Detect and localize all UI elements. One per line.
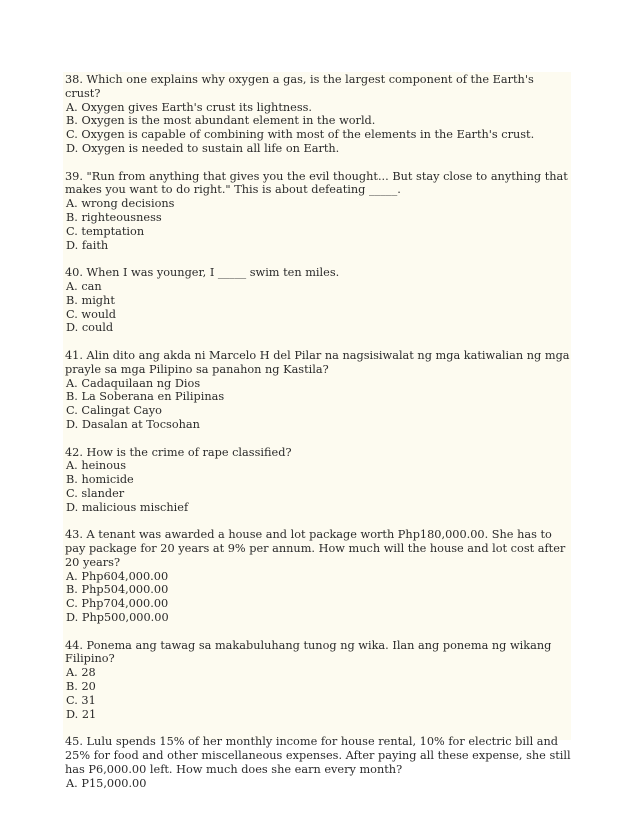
question-40 [65, 266, 571, 335]
answer-option: D. malicious mischief [66, 500, 189, 514]
answer-option: B. La Soberana en Pilipinas [66, 390, 225, 404]
question-43 [65, 528, 571, 625]
question-stem: 39. "Run from anything that gives you the evil thought... But stay close to anything that makes you want to do right." This is about defeating _____. [65, 169, 568, 197]
answer-option: A. P15,000.00 [66, 776, 147, 790]
question-45 [65, 735, 571, 790]
answer-option: C. Php704,000.00 [66, 597, 169, 611]
answer-option: C. would [66, 307, 117, 321]
question-38 [65, 73, 571, 156]
question-stem: 44. Ponema ang tawag sa makabuluhang tunog ng wika. Ilan ang ponema ng wikang Filipino? [65, 638, 552, 666]
answer-option: D. Oxygen is needed to sustain all life on Earth. [66, 141, 340, 155]
answer-option: A. heinous [66, 459, 127, 473]
question-stem: 38. Which one explains why oxygen a gas, is the largest component of the Earth's crust? [65, 73, 534, 100]
answer-option: A. wrong decisions [66, 197, 175, 211]
answer-option: A. Php604,000.00 [66, 569, 169, 583]
question-list [63, 72, 571, 790]
question-stem: 40. When I was younger, I _____ swim ten miles. [65, 266, 340, 280]
question-stem: 45. Lulu spends 15% of her monthly income for house rental, 10% for electric bill and 25% for food and other miscellaneous expenses. After paying all these expense, she still has P6,000.00 left. How much does she earn every month? [65, 735, 571, 776]
question-42 [65, 446, 571, 515]
answer-option: B. might [66, 293, 115, 307]
answer-option: C. slander [66, 486, 125, 500]
answer-option: A. Cadaquilaan ng Dios [66, 376, 201, 390]
answer-option: B. homicide [66, 473, 134, 487]
answer-option: C. 31 [66, 693, 96, 707]
answer-option: B. righteousness [66, 210, 162, 224]
answer-option: C. temptation [66, 224, 145, 238]
answer-option: A. Oxygen gives Earth's crust its lightness. [66, 100, 313, 114]
question-41 [65, 349, 571, 432]
answer-option: B. 20 [66, 680, 96, 694]
answer-option: D. could [66, 321, 114, 335]
answer-option: B. Php504,000.00 [66, 583, 169, 597]
question-stem: 42. How is the crime of rape classified? [65, 445, 292, 459]
answer-option: D. Dasalan at Tocsohan [66, 417, 200, 431]
answer-option: A. can [66, 279, 102, 293]
question-44 [65, 639, 571, 722]
question-stem: 43. A tenant was awarded a house and lot package worth Php180,000.00. She has to pay package for 20 years at 9% per annum. How much will the house and lot cost after 20 years? [65, 528, 566, 569]
answer-option: A. 28 [66, 666, 96, 680]
answer-option: D. 21 [66, 707, 97, 721]
answer-option: D. Php500,000.00 [66, 611, 169, 625]
question-39 [65, 170, 571, 253]
question-stem: 41. Alin dito ang akda ni Marcelo H del Pilar na nagsisiwalat ng mga katiwalian ng mga prayle sa mga Pilipino sa panahon ng Kastila? [65, 348, 570, 376]
answer-option: C. Oxygen is capable of combining with most of the elements in the Earth's crust. [66, 128, 535, 142]
answer-option: D. faith [66, 238, 109, 252]
answer-option: B. Oxygen is the most abundant element in the world. [66, 114, 376, 128]
answer-option: C. Calingat Cayo [66, 404, 162, 418]
